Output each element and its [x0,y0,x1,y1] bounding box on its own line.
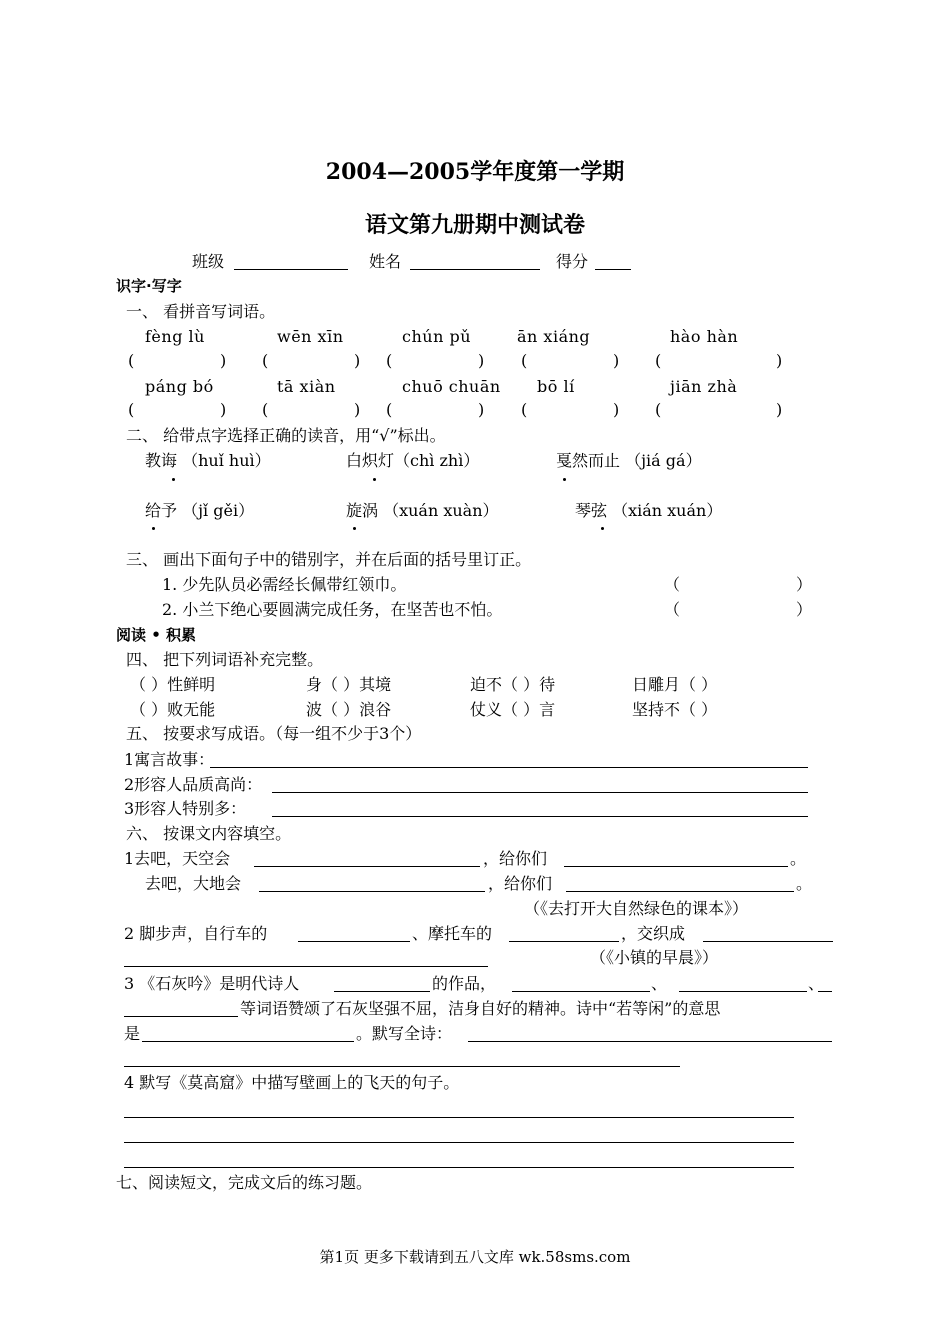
q7-title: 七、阅读短文，完成文后的练习题。 [116,1173,373,1192]
pinyin-item: wēn xīn [277,327,344,346]
name-field[interactable] [410,269,540,270]
answer-line[interactable] [124,1167,794,1168]
answer-line[interactable] [566,891,794,892]
answer-line[interactable] [818,991,832,992]
q6-title: 六、 按课文内容填空。 [126,824,292,843]
q1-title: 一、 看拼音写词语。 [126,302,276,321]
q6-text: 2 脚步声，自行车的 [124,924,268,943]
section-literacy-heading: 识字·写字 [116,277,182,295]
pinyin-item: hào hàn [670,327,739,346]
answer-paren-close: ) [354,351,361,370]
answer-paren-close: ) [354,400,361,419]
q6-text: 1去吧，天空会 [124,849,231,868]
pinyin-item: tā xiàn [277,377,336,396]
q6-text: 。默写全诗： [356,1024,453,1043]
name-label: 姓名 [369,252,402,271]
pinyin-item: fèng lù [145,327,205,346]
answer-paren-close: ） [796,600,813,619]
pinyin-item: bō lí [537,377,575,396]
answer-line[interactable] [679,991,807,992]
answer-line[interactable] [564,866,788,867]
pinyin-item: páng bó [145,377,214,396]
answer-line[interactable] [298,941,410,942]
q2-title: 二、 给带点字选择正确的读音，用“√”标出。 [126,426,446,445]
answer-line[interactable] [703,941,833,942]
answer-paren-open: ( [128,351,135,370]
answer-paren-close: ) [776,400,783,419]
q6-text: 4 默写《莫高窟》中描写壁画上的飞天的句子。 [124,1073,460,1092]
idiom-blank: 身（ ）其境 [306,675,392,694]
reading-choice: 给予 （jǐ gěi） [145,501,255,520]
emphasis-dot [152,527,155,530]
emphasis-dot [373,478,376,481]
emphasis-dot [601,527,604,530]
answer-paren-open: ( [262,400,269,419]
score-field[interactable] [595,269,631,270]
q3-title: 三、 画出下面句子中的错别字，并在后面的括号里订正。 [126,550,532,569]
q6-text: 的作品， [432,974,497,993]
pinyin-item: ān xiáng [517,327,591,346]
answer-line[interactable] [124,1016,238,1017]
class-label: 班级 [192,252,225,271]
idiom-blank: 坚持不（ ） [632,700,718,719]
q6-text: 、 [808,974,825,993]
answer-paren-close: ) [478,400,485,419]
section-reading-heading: 阅读 • 积累 [116,626,197,644]
page-footer: 第1页 更多下载请到五八文库 wk.58sms.com [319,1248,631,1266]
q6-text: 等词语赞颂了石灰坚强不屈，洁身自好的精神。诗中“若等闲”的意思 [240,999,721,1018]
reading-choice: 旋涡 （xuán xuàn） [346,501,499,520]
answer-line[interactable] [142,1041,354,1042]
answer-paren-close: ) [613,400,620,419]
q5-prompt: 3形容人特别多： [124,799,247,818]
answer-line[interactable] [468,1041,832,1042]
answer-line[interactable] [512,991,650,992]
q4-title: 四、 把下列词语补充完整。 [126,650,324,669]
source-citation: （《小镇的早晨》） [590,948,719,967]
answer-paren-open: ( [521,400,528,419]
q6-text: 3 《石灰吟》是明代诗人 [124,974,300,993]
q3-sentence: 2. 小兰下绝心要圆满完成任务，在坚苦也不怕。 [162,600,503,619]
idiom-blank: 波（ ）浪谷 [306,700,392,719]
q6-text: 、 [651,974,668,993]
exam-title-subject: 语文第九册期中测试卷 [364,212,585,238]
pinyin-item: chún pǔ [402,327,472,346]
q6-text: ，交织成 [621,924,686,943]
emphasis-dot [563,478,566,481]
answer-line[interactable] [124,966,488,967]
answer-paren-close: ） [796,575,813,594]
answer-paren-open: ( [521,351,528,370]
answer-line[interactable] [124,1066,680,1067]
source-citation: （《去打开大自然绿色的课本》） [524,899,749,918]
emphasis-dot [353,527,356,530]
emphasis-dot [172,478,175,481]
reading-choice: 戛然而止 （jiá gá） [556,451,702,470]
q3-sentence: 1. 少先队员必需经长佩带红领巾。 [162,575,407,594]
q6-text: ，给你们 [488,874,553,893]
class-field[interactable] [234,269,348,270]
idiom-blank: 仗义（ ）言 [470,700,556,719]
q6-text: 。 [790,849,807,868]
answer-paren-close: ) [220,400,227,419]
idiom-blank: 迫不（ ）待 [470,675,556,694]
answer-paren-open: ( [386,400,393,419]
answer-line[interactable] [254,866,480,867]
reading-choice: 白炽灯（chì zhì） [346,451,480,470]
answer-paren-close: ) [776,351,783,370]
idiom-blank: （ ）性鲜明 [130,675,216,694]
reading-choice: 教诲 （huǐ huì） [145,451,271,470]
q6-text: 、摩托车的 [412,924,493,943]
idiom-blank: （ ）败无能 [130,700,216,719]
answer-paren-close: ) [220,351,227,370]
q6-text: 。 [796,874,813,893]
answer-paren-close: ) [478,351,485,370]
reading-choice: 琴弦 （xián xuán） [575,501,723,520]
answer-line[interactable] [259,891,485,892]
q6-text: 去吧，大地会 [145,874,242,893]
answer-line[interactable] [124,1117,794,1118]
q5-prompt: 1寓言故事： [124,750,215,769]
answer-paren-open: ( [128,400,135,419]
answer-paren-close: ) [613,351,620,370]
q5-prompt: 2形容人品质高尚： [124,775,263,794]
answer-paren-open: ( [655,351,662,370]
pinyin-item: jiān zhà [670,377,738,396]
q5-title: 五、 按要求写成语。（每一组不少于3个） [126,724,422,743]
score-label: 得分 [556,252,589,271]
answer-line[interactable] [210,767,808,768]
answer-paren-open: （ [664,575,681,594]
exam-title-year: 2004—2005学年度第一学期 [325,159,625,185]
q6-text: ，给你们 [483,849,548,868]
answer-line[interactable] [334,991,430,992]
answer-line[interactable] [272,792,808,793]
pinyin-item: chuō chuān [402,377,501,396]
answer-paren-open: （ [664,600,681,619]
answer-line[interactable] [509,941,619,942]
answer-paren-open: ( [655,400,662,419]
answer-paren-open: ( [262,351,269,370]
q6-text: 是 [124,1024,141,1043]
idiom-blank: 日雕月（ ） [632,675,718,694]
answer-line[interactable] [272,816,808,817]
answer-line[interactable] [124,1142,794,1143]
answer-paren-open: ( [386,351,393,370]
